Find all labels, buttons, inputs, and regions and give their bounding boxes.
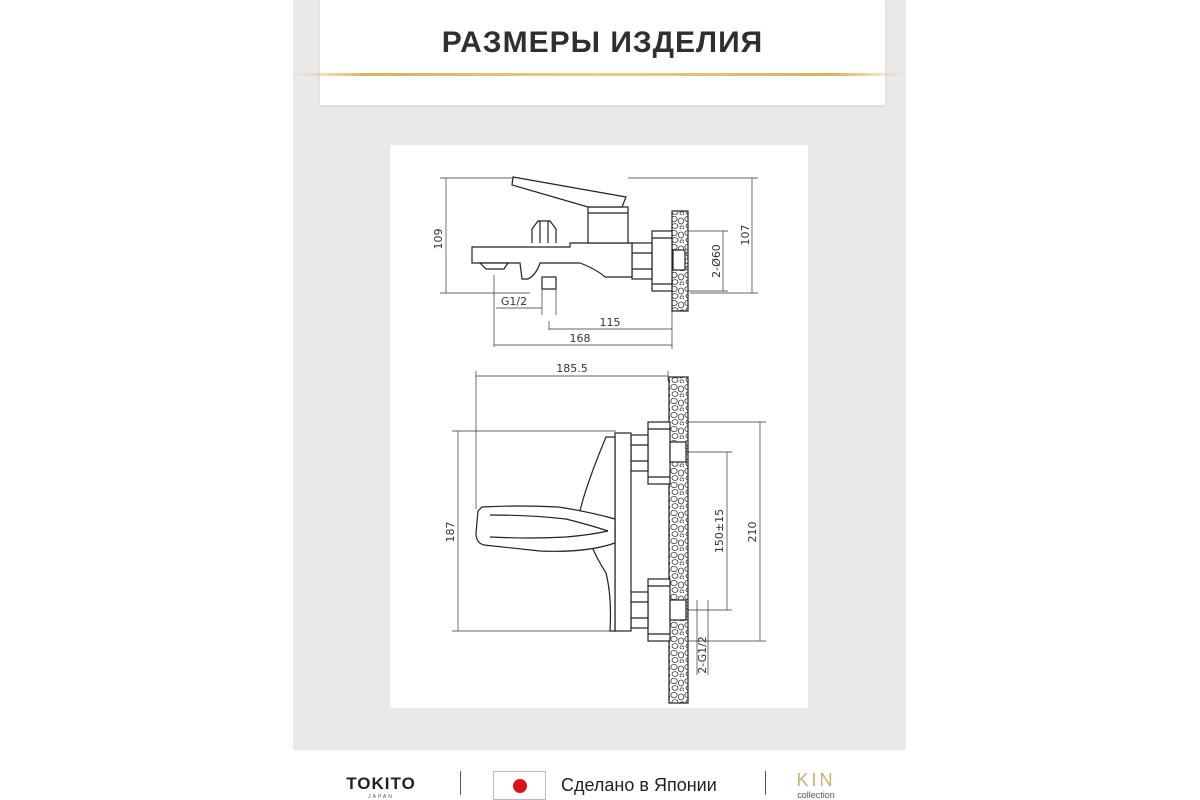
brand-name: TOKITO bbox=[346, 774, 416, 793]
dim-height-front-left: 187 bbox=[444, 521, 457, 543]
flange-bottom bbox=[648, 579, 670, 641]
collection-sub: collection bbox=[797, 790, 835, 800]
gold-divider bbox=[293, 73, 906, 76]
footer-separator bbox=[460, 771, 461, 795]
cartridge-side bbox=[588, 207, 628, 243]
side-view bbox=[472, 177, 688, 311]
dim-connector-diameter: 2-Ø60 bbox=[710, 244, 723, 278]
flange-side bbox=[652, 231, 672, 291]
flange-top bbox=[648, 422, 670, 484]
diverter-side bbox=[532, 221, 556, 243]
dim-depth-total: 168 bbox=[569, 332, 591, 345]
dim-width-front: 185.5 bbox=[556, 362, 588, 375]
title-card bbox=[320, 0, 885, 105]
technical-drawing bbox=[390, 145, 808, 708]
japan-flag-icon bbox=[493, 771, 546, 800]
body-side bbox=[472, 243, 632, 279]
footer-separator bbox=[765, 771, 766, 795]
dim-height-left: 109 bbox=[432, 228, 445, 250]
dim-depth-inner: 115 bbox=[599, 316, 621, 329]
dim-thread-side: G1/2 bbox=[500, 295, 528, 308]
dim-height-front-right: 210 bbox=[746, 521, 759, 543]
flag-sun bbox=[513, 779, 527, 793]
made-in-label: Сделано в Японии bbox=[561, 775, 717, 795]
body-front bbox=[615, 433, 631, 631]
page-title: РАЗМЕРЫ ИЗДЕЛИЯ bbox=[441, 26, 764, 59]
wall-front bbox=[669, 377, 688, 703]
outlet-side bbox=[542, 277, 556, 289]
lever-side bbox=[512, 177, 626, 207]
nut-side bbox=[632, 243, 652, 279]
dim-height-right: 107 bbox=[739, 224, 752, 246]
dim-thread-front: 2-G1/2 bbox=[696, 636, 709, 674]
footer bbox=[0, 750, 1200, 800]
dim-center-distance: 150±15 bbox=[713, 508, 726, 554]
collection-name: KIN bbox=[796, 770, 836, 790]
front-view bbox=[476, 377, 688, 703]
tokito-logo bbox=[335, 770, 427, 800]
kin-collection-logo bbox=[780, 770, 860, 800]
nut-bottom bbox=[631, 592, 648, 628]
nut-top bbox=[631, 435, 648, 471]
dimension-drawing bbox=[390, 145, 808, 708]
brand-sub: JAPAN bbox=[368, 794, 394, 800]
